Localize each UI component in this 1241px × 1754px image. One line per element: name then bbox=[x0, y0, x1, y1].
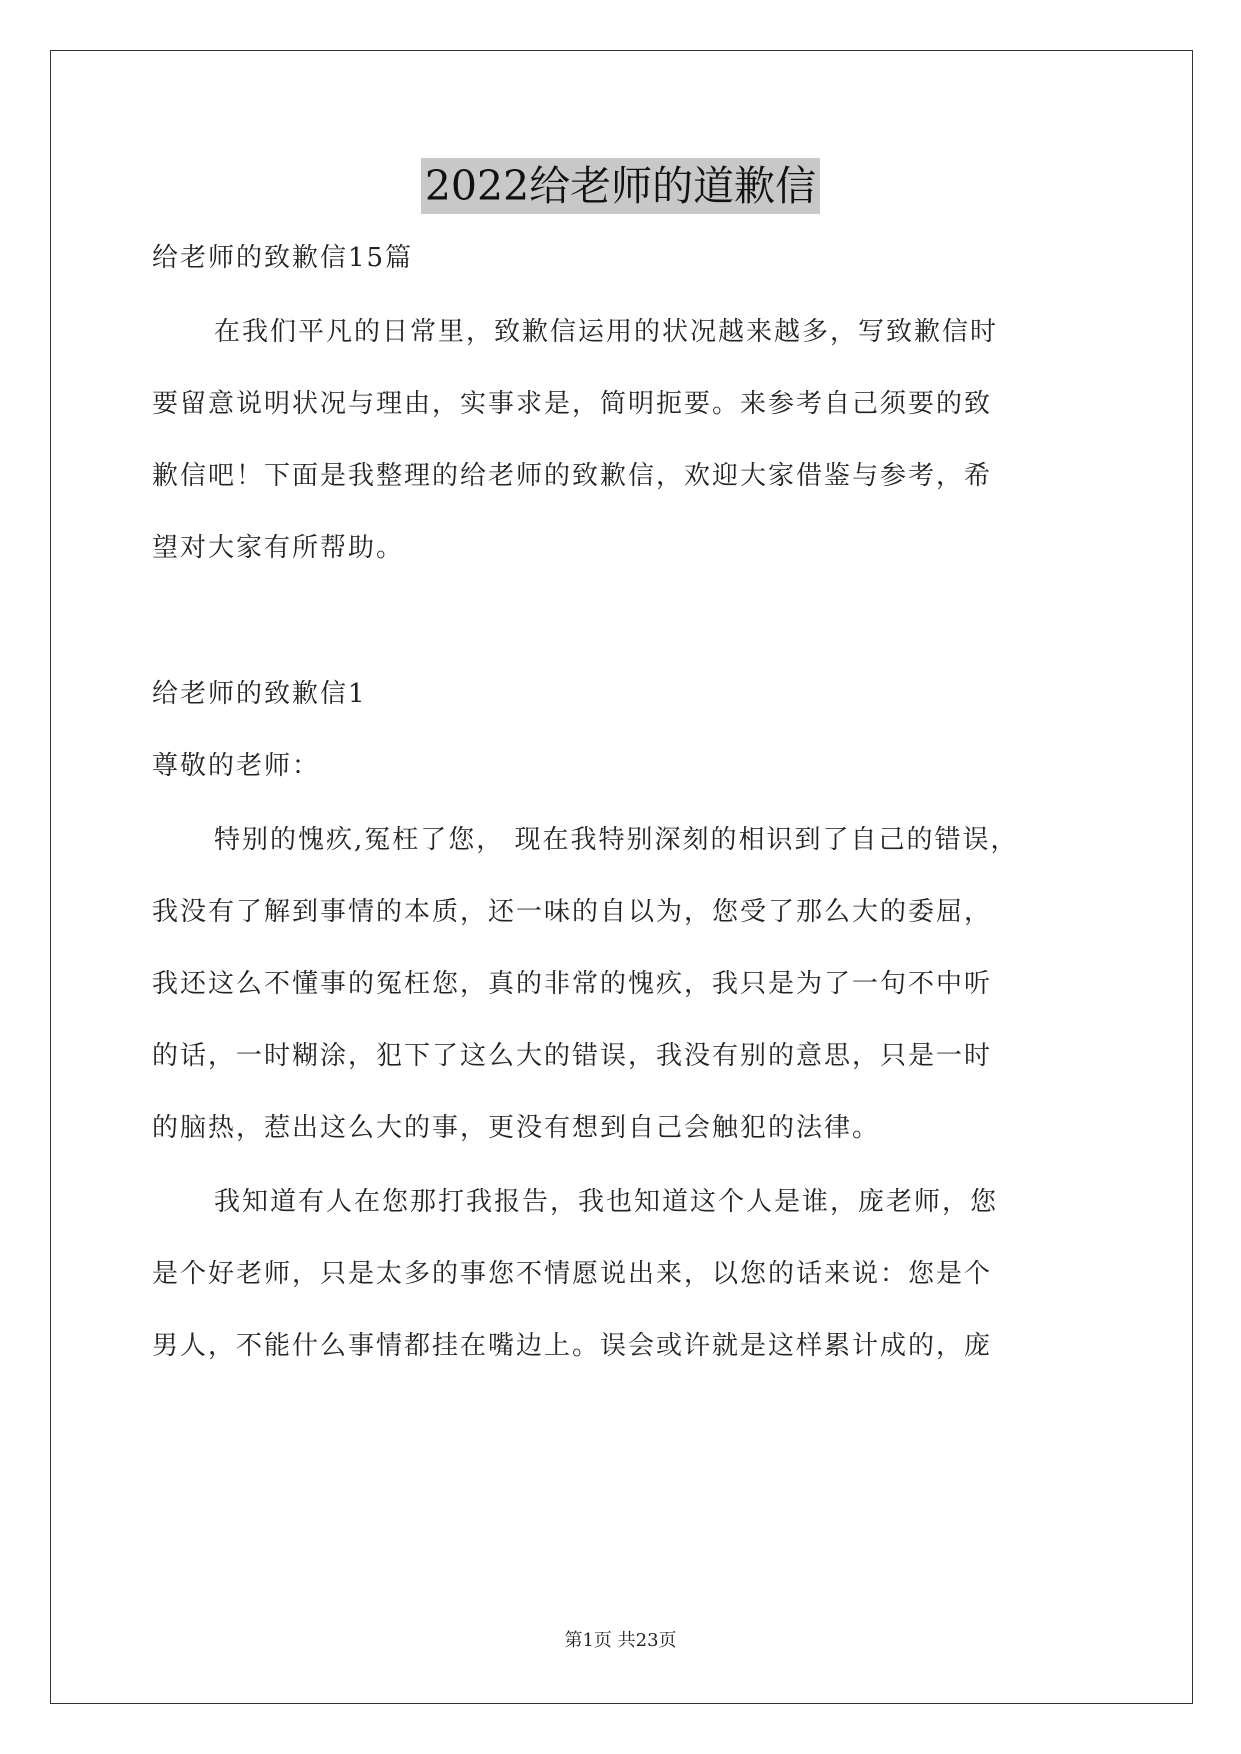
intro-line: 望对大家有所帮助。 bbox=[152, 533, 405, 563]
document-title: 2022给老师的道歉信 bbox=[421, 158, 820, 214]
intro-line: 歉信吧！下面是我整理的给老师的致歉信，欢迎大家借鉴与参考，希 bbox=[152, 461, 993, 491]
paragraph2-line: 我知道有人在您那打我报告，我也知道这个人是谁，庞老师，您 bbox=[214, 1187, 999, 1217]
paragraph2-line: 男人，不能什么事情都挂在嘴边上。误会或许就是这样累计成的，庞 bbox=[152, 1331, 993, 1361]
paragraph1-line: 我没有了解到事情的本质，还一味的自以为，您受了那么大的委屈， bbox=[152, 897, 993, 927]
title-container bbox=[0, 158, 1241, 214]
paragraph1-line: 特别的愧疚,冤枉了您， 现在我特别深刻的相识到了自己的错误， bbox=[214, 825, 1019, 855]
paragraph1-line: 的脑热，惹出这么大的事，更没有想到自己会触犯的法律。 bbox=[152, 1113, 881, 1143]
paragraph2-line: 是个好老师，只是太多的事您不情愿说出来，以您的话来说：您是个 bbox=[152, 1259, 993, 1289]
paragraph1-line: 的话，一时糊涂，犯下了这么大的错误，我没有别的意思，只是一时 bbox=[152, 1041, 993, 1071]
paragraph1-line: 我还这么不懂事的冤枉您，真的非常的愧疚，我只是为了一句不中听 bbox=[152, 969, 993, 999]
page-footer: 第1页 共23页 bbox=[564, 1630, 677, 1651]
intro-line: 在我们平凡的日常里，致歉信运用的状况越来越多，写致歉信时 bbox=[214, 317, 999, 347]
document-subtitle: 给老师的致歉信15篇 bbox=[152, 243, 414, 273]
page-border bbox=[50, 50, 1193, 1704]
salutation: 尊敬的老师： bbox=[152, 751, 321, 781]
section-heading: 给老师的致歉信1 bbox=[152, 679, 367, 709]
intro-line: 要留意说明状况与理由，实事求是，简明扼要。来参考自己须要的致 bbox=[152, 389, 993, 419]
